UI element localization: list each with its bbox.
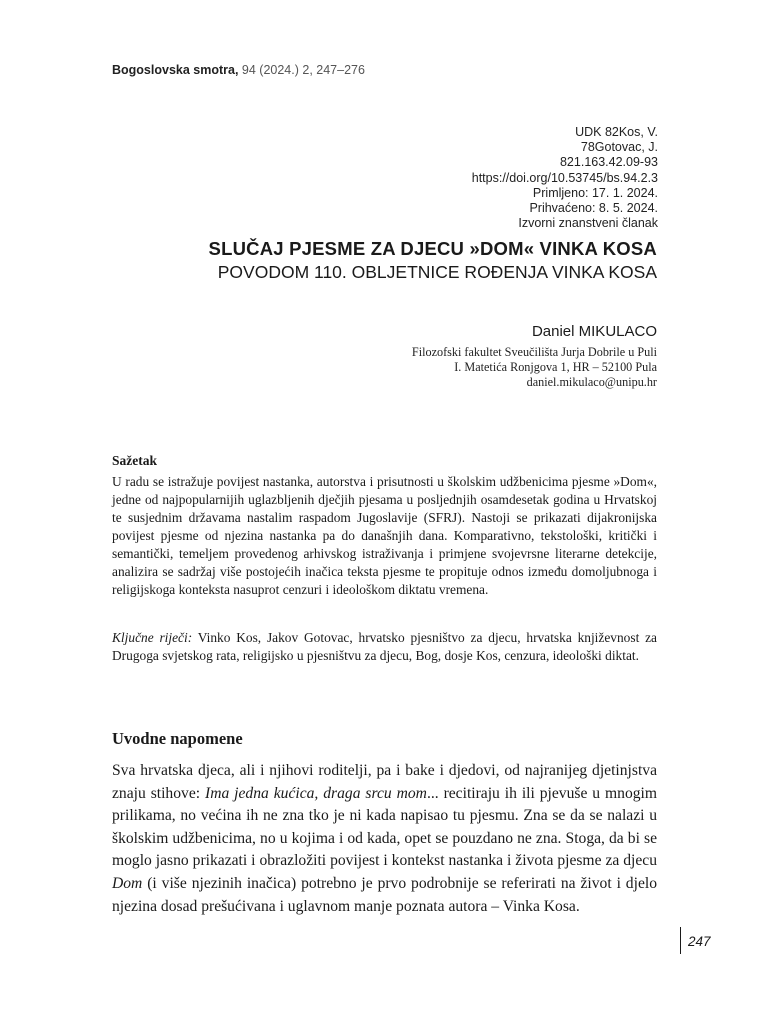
journal-citation xyxy=(112,63,365,77)
keywords xyxy=(112,629,657,665)
doi-link[interactable]: https://doi.org/10.53745/bs.94.2.3 xyxy=(471,170,658,185)
keywords-label: Ključne riječi: xyxy=(112,630,193,645)
abstract-text: U radu se istražuje povijest nastanka, autorstva i prisutnosti u školskim udžbenicima pjesme »Dom«, jedne od najpopularnijih uglazbljenih dječjih pjesama u posljednjih osamdesetak godina u Hrvatskoj te susjednim državama nastalim raspadom Jugoslavije (SFRJ). Nastoji se prikazati dijakronijska povijest pjesme od njezina nastanka pa do današnjih dana. Komparativno, tekstološki, kritički i semantički, temeljem provedenog arhivskog istraživanja i primjene svojevrsne literarne detekcije, analizira se sadržaj više postojećih inačica teksta pjesme te propituje odnos između domoljubnoga i religijskoga konteksta nasuprot cenzuri i ideološkom diktatu vremena. xyxy=(112,474,657,597)
received-date: Primljeno: 17. 1. 2024. xyxy=(532,185,658,200)
article-subtitle: POVODOM 110. OBLJETNICE ROĐENJA VINKA KOSA xyxy=(217,262,657,282)
affiliation-institution: Filozofski fakultet Sveučilišta Jurja Dobrile u Puli xyxy=(411,345,657,359)
affiliation-address: I. Matetića Ronjgova 1, HR – 52100 Pula xyxy=(454,360,657,375)
page-number: 247 xyxy=(688,934,711,949)
poem-title-ref: Dom xyxy=(112,874,143,892)
udk-line-3: 821.163.42.09-93 xyxy=(559,155,658,170)
abstract-heading: Sažetak xyxy=(112,453,157,468)
article-type: Izvorni znanstveni članak xyxy=(518,216,658,231)
article-title: SLUČAJ PJESME ZA DJECU »DOM« VINKA KOSA xyxy=(208,238,657,259)
body-text-part-3: (i više njezinih inačica) potrebno je prvo podrobnije se referirati na život i djelo njezina dosad prešućivana i uglavnom manje poznata autora – Vinka Kosa. xyxy=(112,874,657,915)
body-paragraph xyxy=(112,760,657,918)
page-number-rule xyxy=(680,927,681,954)
author-name: Daniel MIKULACO xyxy=(531,323,657,340)
body-text-part-2: ... recitiraju ih ili pjevuše u mnogim prilikama, no većina ih ne zna tko je ni kada napisao tu pjesmu. Zna se da se nalazi u školskim udžbenicima, no u kojima i od kada, opet se pouzdano ne zna. Stoga, da bi se moglo jasno prikazati i obrazložiti povijest i kontekst nastanka i života pjesme za djecu xyxy=(112,784,657,870)
article-metadata xyxy=(258,125,658,231)
poem-quote: Ima jedna kućica, draga srcu mom xyxy=(205,784,427,802)
udk-line-2: 78Gotovac, J. xyxy=(580,140,658,155)
journal-issue: 94 (2024.) 2, 247–276 xyxy=(238,63,365,77)
author-email[interactable]: daniel.mikulaco@unipu.hr xyxy=(526,375,657,390)
accepted-date: Prihvaćeno: 8. 5. 2024. xyxy=(529,201,658,216)
keywords-text: Vinko Kos, Jakov Gotovac, hrvatsko pjesništvo za djecu, hrvatska književnost za Drugoga svjetskog rata, religijsko u pjesništvu za djecu, Bog, dosje Kos, cenzura, ideološki diktat. xyxy=(112,630,658,663)
udk-line-1: UDK 82Kos, V. xyxy=(575,125,658,139)
author-affiliation xyxy=(237,345,657,391)
journal-name: Bogoslovska smotra, xyxy=(112,63,239,77)
section-heading: Uvodne napomene xyxy=(112,729,243,748)
body-text-part-1: Sva hrvatska djeca, ali i njihovi roditelji, pa i bake i djedovi, od najranijeg djetinjstva znaju stihove: xyxy=(112,762,657,802)
